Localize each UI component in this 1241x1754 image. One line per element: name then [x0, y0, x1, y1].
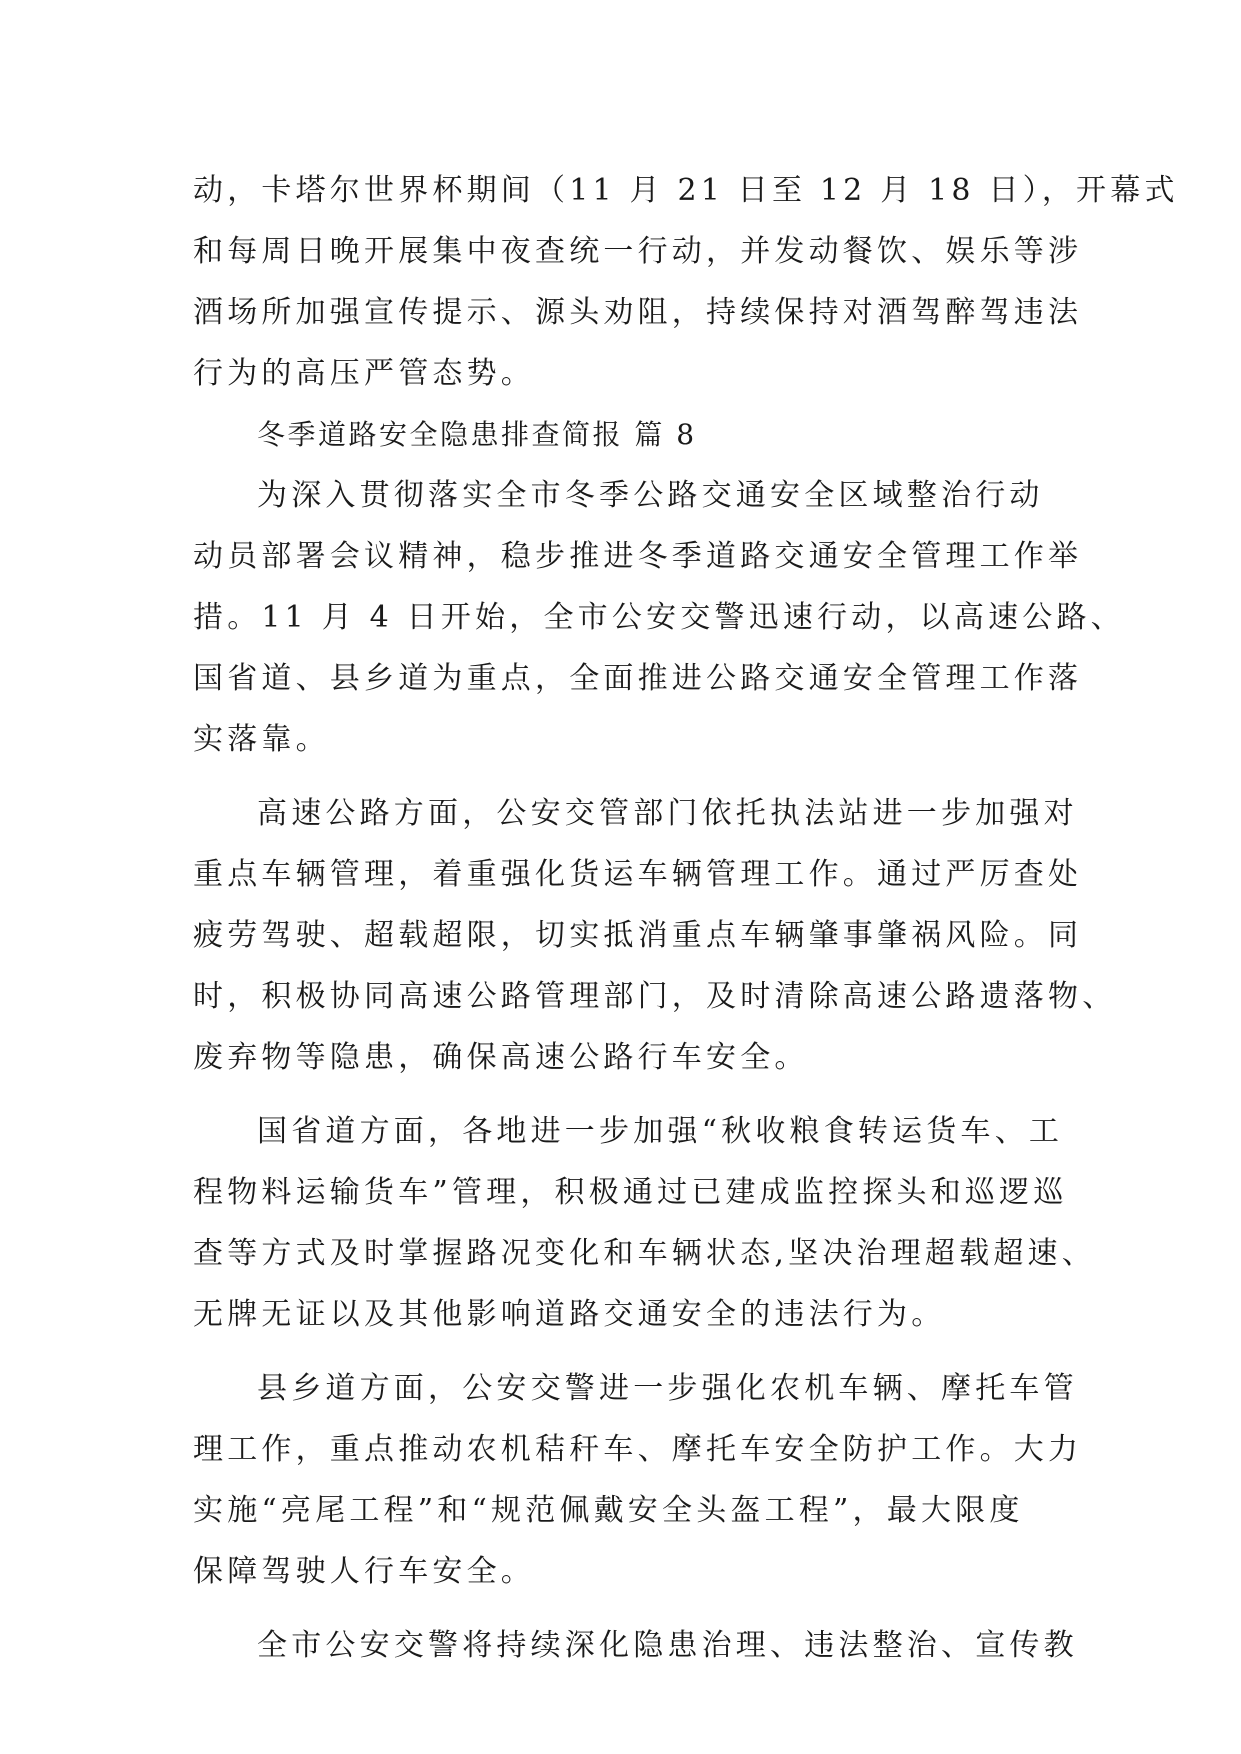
paragraph-line: 动员部署会议精神，稳步推进冬季道路交通安全管理工作举 [193, 539, 1083, 574]
paragraph-line: 时，积极协同高速公路管理部门，及时清除高速公路遗落物、 [193, 979, 1117, 1014]
paragraph-line: 疲劳驾驶、超载超限，切实抵消重点车辆肇事肇祸风险。同 [193, 918, 1083, 953]
paragraph-line: 查等方式及时掌握路况变化和车辆状态,坚决治理超载超速、 [193, 1236, 1096, 1271]
paragraph-line: 动，卡塔尔世界杯期间（11 月 21 日至 12 月 18 日），开幕式 [193, 173, 1179, 208]
paragraph-line: 重点车辆管理，着重强化货运车辆管理工作。通过严厉查处 [193, 857, 1083, 892]
paragraph-line: 无牌无证以及其他影响道路交通安全的违法行为。 [193, 1297, 946, 1332]
paragraph-first-line: 高速公路方面，公安交管部门依托执法站进一步加强对 [257, 796, 1078, 831]
paragraph-line: 程物料运输货车”管理，积极通过已建成监控探头和巡逻巡 [193, 1175, 1068, 1210]
paragraph-first-line: 为深入贯彻落实全市冬季公路交通安全区域整治行动 [257, 478, 1044, 513]
paragraph-first-line: 县乡道方面，公安交警进一步强化农机车辆、摩托车管 [257, 1371, 1078, 1406]
paragraph-line: 国省道、县乡道为重点，全面推进公路交通安全管理工作落 [193, 661, 1083, 696]
section-heading: 冬季道路安全隐患排查简报 篇 8 [257, 418, 697, 451]
paragraph-line: 酒场所加强宣传提示、源头劝阻，持续保持对酒驾醉驾违法 [193, 295, 1083, 330]
paragraph-line: 理工作，重点推动农机秸秆车、摩托车安全防护工作。大力 [193, 1432, 1083, 1467]
paragraph-line: 和每周日晚开展集中夜查统一行动，并发动餐饮、娱乐等涉 [193, 234, 1083, 269]
paragraph-line: 实施“亮尾工程”和“规范佩戴安全头盔工程”，最大限度 [193, 1493, 1024, 1528]
paragraph-line: 废弃物等隐患，确保高速公路行车安全。 [193, 1040, 809, 1075]
paragraph-first-line: 国省道方面，各地进一步加强“秋收粮食转运货车、工 [257, 1114, 1064, 1149]
paragraph-line: 措。11 月 4 日开始，全市公安交警迅速行动，以高速公路、 [193, 600, 1125, 635]
paragraph-line: 实落靠。 [193, 722, 330, 757]
document-body [193, 160, 1179, 1676]
paragraph-line: 行为的高压严管态势。 [193, 356, 535, 391]
paragraph-first-line: 全市公安交警将持续深化隐患治理、违法整治、宣传教 [257, 1628, 1078, 1663]
paragraph-line: 保障驾驶人行车安全。 [193, 1554, 535, 1589]
